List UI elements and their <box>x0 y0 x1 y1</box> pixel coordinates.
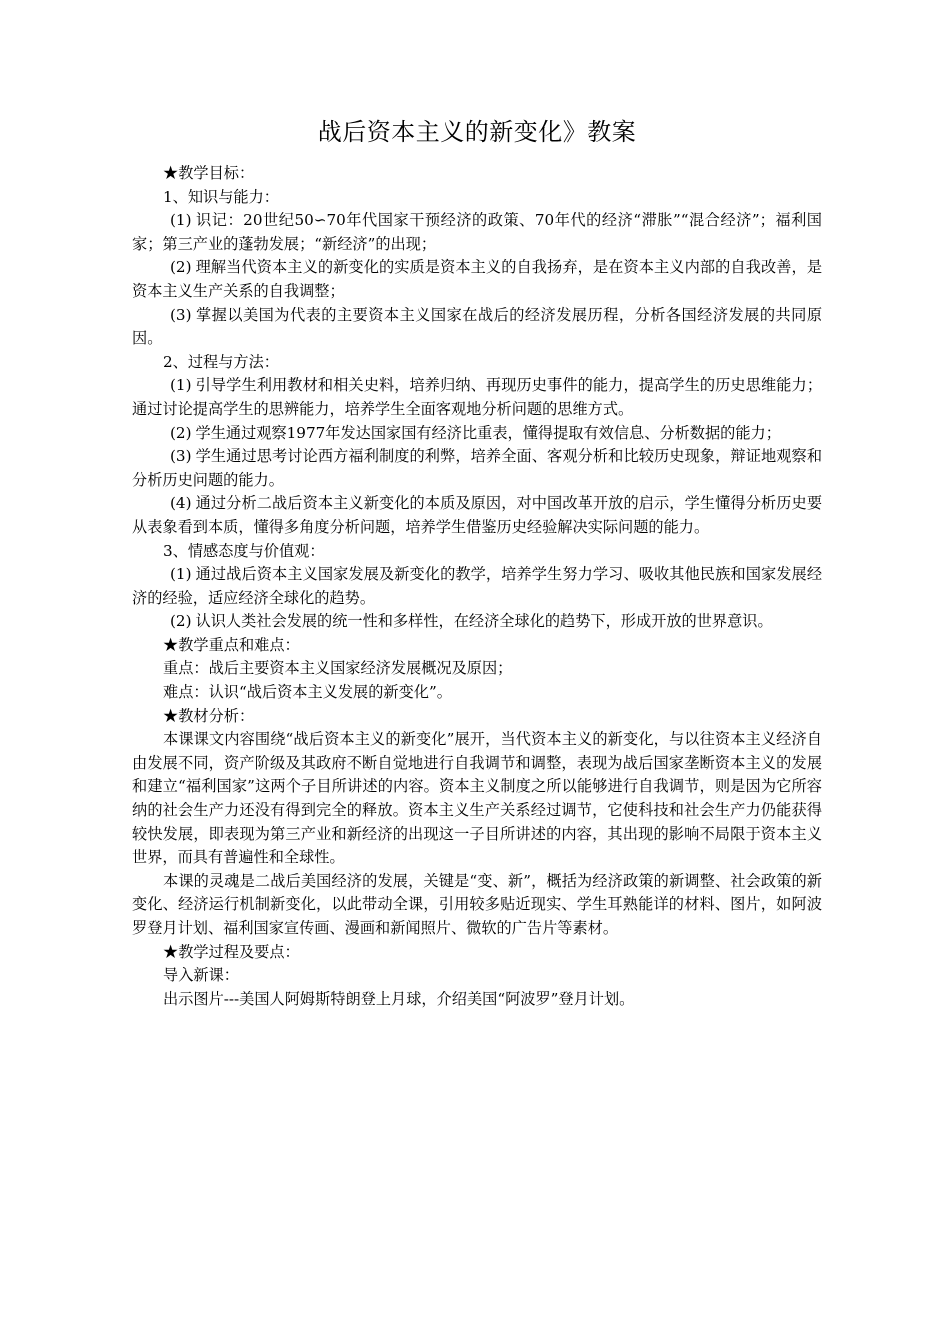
intro-text: 出示图片---美国人阿姆斯特朗登上月球，介绍美国“阿波罗”登月计划。 <box>163 989 635 1008</box>
item-text: 通过分析二战后资本主义新变化的本质及原因，对中国改革开放的启示，学生懂得分析历史要从表象看到本质，懂得多角度分析问题，培养学生借鉴历史经验解决实际问题的能力。 <box>132 494 822 536</box>
item-text: 认识人类社会发展的统一性和多样性，在经济全球化的趋势下，形成开放的世界意识。 <box>195 612 773 631</box>
item-text: 掌握以美国为代表的主要资本主义国家在战后的经济发展历程，分析各国经济发展的共同原因。 <box>132 305 822 348</box>
document-page <box>132 112 822 1011</box>
knowledge-item <box>132 304 822 351</box>
procedure-heading: ★教学过程及要点： <box>163 942 300 961</box>
goals-heading: ★教学目标： <box>163 164 255 182</box>
process-item <box>132 374 822 421</box>
process-item <box>132 492 822 539</box>
key-heading: ★教学重点和难点： <box>163 635 300 654</box>
knowledge-heading: 1、知识与能力： <box>163 187 279 206</box>
emotion-item <box>132 610 822 634</box>
item-label: (1) <box>170 211 192 230</box>
item-text: 引导学生利用教材和相关史料，培养归纳、再现历史事件的能力，提高学生的历史思维能力；通过讨论提高学生的思辨能力，培养学生全面客观地分析问题的思维方式。 <box>132 376 822 418</box>
item-label: (2) <box>170 258 192 277</box>
difficult-point: 难点：认识“战后资本主义发展的新变化”。 <box>163 683 452 702</box>
key-point: 重点：战后主要资本主义国家经济发展概况及原因； <box>163 659 513 678</box>
item-text: 学生通过思考讨论西方福利制度的利弊，培养全面、客观分析和比较历史现象，辩证地观察和分析历史问题的能力。 <box>132 447 822 489</box>
process-item <box>132 422 822 446</box>
item-label: (4) <box>170 494 192 513</box>
item-text: 通过战后资本主义国家发展及新变化的教学，培养学生努力学习、吸收其他民族和国家发展经济的经验，适应经济全球化的趋势。 <box>132 565 822 607</box>
analysis-heading: ★教材分析： <box>163 706 255 725</box>
item-label: (1) <box>170 376 192 395</box>
item-text: 识记：20世纪50∽70年代国家干预经济的政策、70年代的经济“滞胀”“混合经济”；福利国家；第三产业的蓬勃发展；“新经济”的出现； <box>132 211 822 253</box>
knowledge-item <box>132 209 822 256</box>
process-heading: 2、过程与方法： <box>163 352 279 371</box>
item-label: (3) <box>170 305 192 324</box>
item-label: (2) <box>170 612 192 631</box>
item-label: (1) <box>170 565 192 584</box>
item-text: 学生通过观察1977年发达国家国有经济比重表，懂得提取有效信息、分析数据的能力； <box>195 423 781 442</box>
emotion-heading: 3、情感态度与价值观： <box>163 541 325 560</box>
knowledge-item <box>132 256 822 303</box>
document-title: 战后资本主义的新变化》教案 <box>317 118 637 146</box>
process-item <box>132 445 822 492</box>
item-label: (2) <box>170 423 192 442</box>
analysis-paragraph-1: 本课课文内容围绕“战后资本主义的新变化”展开，当代资本主义的新变化，与以往资本主义经济自由发展不同，资产阶级及其政府不断自觉地进行自我调节和调整，表现为战后国家垄断资本主义的发展和建立“福利国家”这两个子目所讲述的内容。资本主义制度之所以能够进行自我调节，则是因为它所容纳的社会生产力还没有得到完全的释放。资本主义生产关系经过调节，它使科技和社会生产力仍能获得较快发展，即表现为第三产业和新经济的出现这一子目所讲述的内容，其出现的影响不局限于资本主义世界，而具有普遍性和全球性。 <box>132 730 822 867</box>
intro-heading: 导入新课： <box>163 966 239 985</box>
item-text: 理解当代资本主义的新变化的实质是资本主义的自我扬弃，是在资本主义内部的自我改善，是资本主义生产关系的自我调整； <box>132 258 822 300</box>
item-label: (3) <box>170 447 192 466</box>
emotion-item <box>132 563 822 610</box>
analysis-paragraph-2: 本课的灵魂是二战后美国经济的发展，关键是“变、新”，概括为经济政策的新调整、社会政策的新变化、经济运行机制新变化，以此带动全课，引用较多贴近现实、学生耳熟能详的材料、图片，如阿波罗登月计划、福利国家宣传画、漫画和新闻照片、微软的广告片等素材。 <box>132 871 822 937</box>
